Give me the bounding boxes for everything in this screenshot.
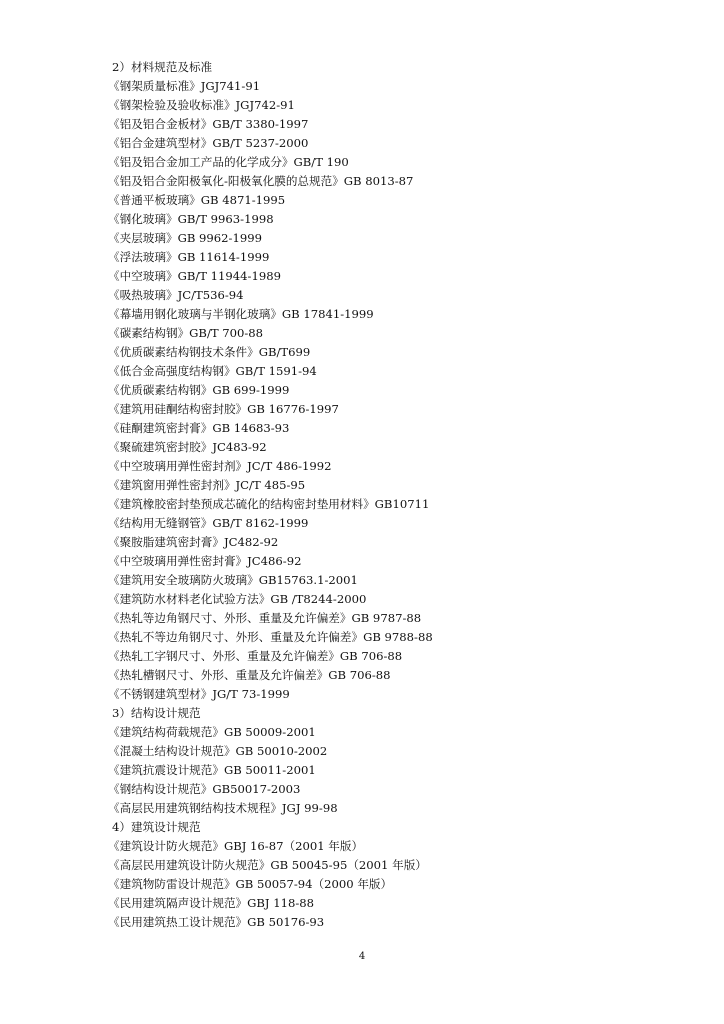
standard-item: 《铝及铝合金加工产品的化学成分》GB/T 190 bbox=[108, 155, 349, 169]
standard-item: 《钢化玻璃》GB/T 9963-1998 bbox=[108, 212, 274, 226]
standard-item: 《建筑物防雷设计规范》GB 50057-94（2000 年版） bbox=[108, 877, 393, 891]
standard-item: 《优质碳素结构钢技术条件》GB/T699 bbox=[108, 345, 311, 359]
standard-item: 《铝及铝合金板材》GB/T 3380-1997 bbox=[108, 117, 309, 131]
standard-item: 《高层民用建筑设计防火规范》GB 50045-95（2001 年版） bbox=[108, 858, 427, 872]
standard-item: 《夹层玻璃》GB 9962-1999 bbox=[108, 231, 262, 245]
page-number: 4 bbox=[358, 951, 366, 962]
standard-item: 《建筑窗用弹性密封剂》JC/T 485-95 bbox=[108, 478, 306, 492]
standard-item: 《建筑用安全玻璃防火玻璃》GB15763.1-2001 bbox=[108, 573, 358, 587]
standard-item: 《铝合金建筑型材》GB/T 5237-2000 bbox=[108, 136, 309, 150]
standard-item: 《普通平板玻璃》GB 4871-1995 bbox=[108, 193, 286, 207]
standard-item: 《热轧工字钢尺寸、外形、重量及允许偏差》GB 706-88 bbox=[108, 649, 403, 663]
standard-item: 《建筑抗震设计规范》GB 50011-2001 bbox=[108, 763, 316, 777]
standard-item: 《建筑用硅酮结构密封胶》GB 16776-1997 bbox=[108, 402, 339, 416]
standard-item: 《优质碳素结构钢》GB 699-1999 bbox=[108, 383, 290, 397]
standard-item: 《民用建筑热工设计规范》GB 50176-93 bbox=[108, 915, 325, 929]
standard-item: 《幕墙用钢化玻璃与半钢化玻璃》GB 17841-1999 bbox=[108, 307, 374, 321]
section-heading: 2）材料规范及标准 bbox=[112, 60, 213, 74]
section-heading: 3）结构设计规范 bbox=[112, 706, 201, 720]
standard-item: 《铝及铝合金阳极氧化-阳极氧化膜的总规范》GB 8013-87 bbox=[108, 174, 414, 188]
standard-item: 《钢结构设计规范》GB50017-2003 bbox=[108, 782, 301, 796]
standard-item: 《钢架检验及验收标准》JGJ742-91 bbox=[108, 98, 295, 112]
standard-item: 《中空玻璃用弹性密封剂》JC/T 486-1992 bbox=[108, 459, 332, 473]
standard-item: 《民用建筑隔声设计规范》GBJ 118-88 bbox=[108, 896, 315, 910]
standard-item: 《浮法玻璃》GB 11614-1999 bbox=[108, 250, 270, 264]
standard-item: 《不锈钢建筑型材》JG/T 73-1999 bbox=[108, 687, 290, 701]
standard-item: 《建筑设计防火规范》GBJ 16-87（2001 年版） bbox=[108, 839, 364, 853]
standard-item: 《吸热玻璃》JC/T536-94 bbox=[108, 288, 244, 302]
standard-item: 《结构用无缝钢管》GB/T 8162-1999 bbox=[108, 516, 309, 530]
standard-item: 《建筑防水材料老化试验方法》GB /T8244-2000 bbox=[108, 592, 367, 606]
standard-item: 《碳素结构钢》GB/T 700-88 bbox=[108, 326, 264, 340]
standard-item: 《建筑结构荷载规范》GB 50009-2001 bbox=[108, 725, 316, 739]
standard-item: 《钢架质量标准》JGJ741-91 bbox=[108, 79, 261, 93]
standard-item: 《建筑橡胶密封垫预成芯硫化的结构密封垫用材料》GB10711 bbox=[108, 497, 430, 511]
standard-item: 《中空玻璃用弹性密封膏》JC486-92 bbox=[108, 554, 302, 568]
standard-item: 《中空玻璃》GB/T 11944-1989 bbox=[108, 269, 281, 283]
standards-list bbox=[108, 58, 708, 932]
standard-item: 《硅酮建筑密封膏》GB 14683-93 bbox=[108, 421, 290, 435]
standard-item: 《混凝土结构设计规范》GB 50010-2002 bbox=[108, 744, 328, 758]
section-heading: 4）建筑设计规范 bbox=[112, 820, 201, 834]
standard-item: 《低合金高强度结构钢》GB/T 1591-94 bbox=[108, 364, 317, 378]
standard-item: 《高层民用建筑钢结构技术规程》JGJ 99-98 bbox=[108, 801, 338, 815]
standard-item: 《热轧槽钢尺寸、外形、重量及允许偏差》GB 706-88 bbox=[108, 668, 391, 682]
standard-item: 《热轧等边角钢尺寸、外形、重量及允许偏差》GB 9787-88 bbox=[108, 611, 422, 625]
standard-item: 《聚硫建筑密封胶》JC483-92 bbox=[108, 440, 267, 454]
standard-item: 《聚胺脂建筑密封膏》JC482-92 bbox=[108, 535, 279, 549]
standard-item: 《热轧不等边角钢尺寸、外形、重量及允许偏差》GB 9788-88 bbox=[108, 630, 433, 644]
